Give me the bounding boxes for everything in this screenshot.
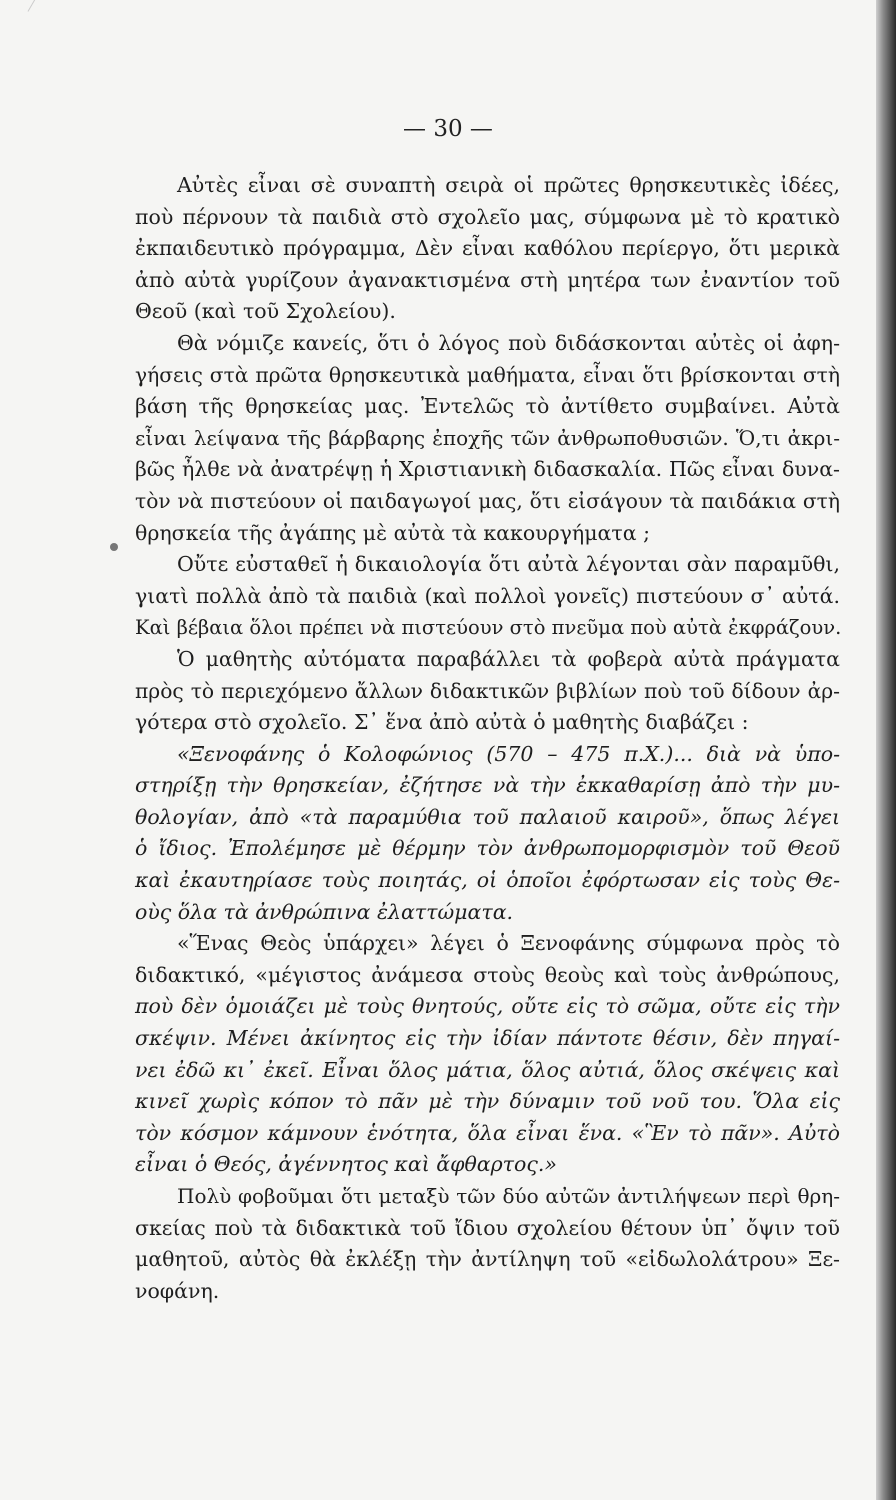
text-line: βάση τῆς θρησκείας μας. Ἐντελῶς τὸ ἀντίθετο συμβαίνει. Αὐτὰ: [135, 394, 840, 419]
text-line: γιατὶ πολλὰ ἀπὸ τὰ παιδιὰ (καὶ πολλοὶ γονεῖς) πιστεύουν σ᾿ αὐτά.: [135, 583, 840, 608]
text-line: Θὰ νόμιζε κανείς, ὅτι ὁ λόγος ποὺ διδάσκονται αὐτὲς οἱ ἀφη-: [177, 330, 840, 355]
text-line: Θεοῦ (καὶ τοῦ Σχολείου).: [135, 299, 396, 324]
text-line: σκείας ποὺ τὰ διδακτικὰ τοῦ ἴδιου σχολείου θέτουν ὑπ᾿ ὄψιν τοῦ: [135, 1215, 840, 1240]
text-line: εἶναι λείψανα τῆς βάρβαρης ἐποχῆς τῶν ἀνθρωποθυσιῶν. Ὅ,τι ἀκρι-: [135, 425, 840, 450]
text-line: μαθητοῦ, αὐτὸς θὰ ἐκλέξῃ τὴν ἀντίληψη τοῦ «εἰδωλολάτρου» Ξε-: [135, 1247, 840, 1272]
text-line: Καὶ βέβαια ὅλοι πρέπει νὰ πιστεύουν στὸ πνεῦμα ποὺ αὐτὰ ἐκφράζουν.: [135, 616, 842, 640]
text-line: γότερα στὸ σχολεῖο. Σ᾿ ἕνα ἀπὸ αὐτὰ ὁ μαθητὴς διαβάζει :: [135, 710, 749, 735]
text-line: γήσεις στὰ πρῶτα θρησκευτικὰ μαθήματα, εἶναι ὅτι βρίσκονται στὴ: [135, 362, 840, 387]
page-number: — 30 —: [403, 116, 493, 142]
quoted-line: οὺς ὅλα τὰ ἀνθρώπινα ἐλαττώματα.: [135, 899, 514, 924]
text-line: ἐκπαιδευτικὸ πρόγραμμα, Δὲν εἶναι καθόλου περίεργο, ὅτι μερικὰ: [135, 236, 840, 261]
text-line: πρὸς τὸ περιεχόμενο ἄλλων διδακτικῶν βιβλίων ποὺ τοῦ δίδουν ἀρ-: [135, 678, 840, 703]
text-line: Ὁ μαθητὴς αὐτόματα παραβάλλει τὰ φοβερὰ αὐτὰ πράγματα: [177, 646, 840, 671]
text-line: Οὔτε εὐσταθεῖ ἡ δικαιολογία ὅτι αὐτὰ λέγονται σὰν παραμῦθι,: [177, 552, 840, 577]
quoted-line: «Ξενοφάνης ὁ Κολοφώνιος (570 – 475 π.Χ.)... διὰ νὰ ὑπο-: [177, 741, 840, 766]
quoted-line: κινεῖ χωρὶς κόπον τὸ πᾶν μὲ τὴν δύναμιν τοῦ νοῦ του. Ὅλα εἰς: [135, 1089, 840, 1114]
quoted-line: στηρίξῃ τὴν θρησκείαν, ἐζήτησε νὰ τὴν ἐκκαθαρίσῃ ἀπὸ τὴν μυ-: [135, 773, 840, 798]
text-line: τὸν νὰ πιστεύουν οἱ παιδαγωγοί μας, ὅτι εἰσάγουν τὰ παιδάκια στὴ: [135, 488, 840, 513]
text-line: ποὺ πέρνουν τὰ παιδιὰ στὸ σχολεῖο μας, σύμφωνα μὲ τὸ κρατικὸ: [135, 204, 840, 229]
quoted-line: καὶ ἐκαυτηρίασε τοὺς ποιητάς, οἱ ὁποῖοι ἐφόρτωσαν εἰς τοὺς Θε-: [135, 868, 840, 893]
quoted-line: σκέψιν. Μένει ἀκίνητος εἰς τὴν ἰδίαν πάντοτε θέσιν, δὲν πηγαί-: [135, 1026, 840, 1051]
body-text: [135, 170, 840, 1307]
page-binding-edge: [876, 0, 896, 1500]
quoted-line: θολογίαν, ἀπὸ «τὰ παραμύθια τοῦ παλαιοῦ καιροῦ», ὅπως λέγει: [135, 804, 840, 829]
text-line: νοφάνη.: [135, 1278, 220, 1303]
quoted-line: ποὺ δὲν ὁμοιάζει μὲ τοὺς θνητούς, οὔτε εἰς τὸ σῶμα, οὔτε εἰς τὴν: [135, 994, 840, 1019]
text-line: Αὐτὲς εἶναι σὲ συναπτὴ σειρὰ οἱ πρῶτες θρησκευτικὲς ἰδέες,: [177, 173, 840, 197]
quoted-line: τὸν κόσμον κάμνουν ἑνότητα, ὅλα εἶναι ἕνα. «Ἓν τὸ πᾶν». Αὐτὸ: [135, 1120, 840, 1145]
text-line: βῶς ἦλθε νὰ ἀνατρέψῃ ἡ Χριστιανικὴ διδασκαλία. Πῶς εἶναι δυνα-: [135, 457, 840, 482]
quoted-line: νει ἐδῶ κι᾿ ἐκεῖ. Εἶναι ὅλος μάτια, ὅλος αὐτιά, ὅλος σκέψεις καὶ: [135, 1057, 840, 1082]
quoted-line: εἶναι ὁ Θεός, ἀγέννητος καὶ ἄφθαρτος.»: [135, 1152, 557, 1177]
text-line: διδακτικό, «μέγιστος ἀνάμεσα στοὺς θεοὺς καὶ τοὺς ἀνθρώπους,: [135, 962, 840, 987]
quoted-line: ὁ ἴδιος. Ἐπολέμησε μὲ θέρμην τὸν ἀνθρωπομορφισμὸν τοῦ Θεοῦ: [135, 836, 840, 861]
page-corner-mark: [28, 0, 48, 19]
text-line: ἀπὸ αὐτὰ γυρίζουν ἀγανακτισμένα στὴ μητέρα των ἐναντίον τοῦ: [135, 267, 840, 292]
text-line: θρησκεία τῆς ἀγάπης μὲ αὐτὰ τὰ κακουργήματα ;: [135, 520, 650, 545]
text-line: Πολὺ φοβοῦμαι ὅτι μεταξὺ τῶν δύο αὐτῶν ἀντιλήψεων περὶ θρη-: [177, 1184, 840, 1208]
margin-dot: [110, 543, 118, 551]
text-line: «Ἕνας Θεὸς ὑπάρχει» λέγει ὁ Ξενοφάνης σύμφωνα πρὸς τὸ: [177, 931, 840, 956]
